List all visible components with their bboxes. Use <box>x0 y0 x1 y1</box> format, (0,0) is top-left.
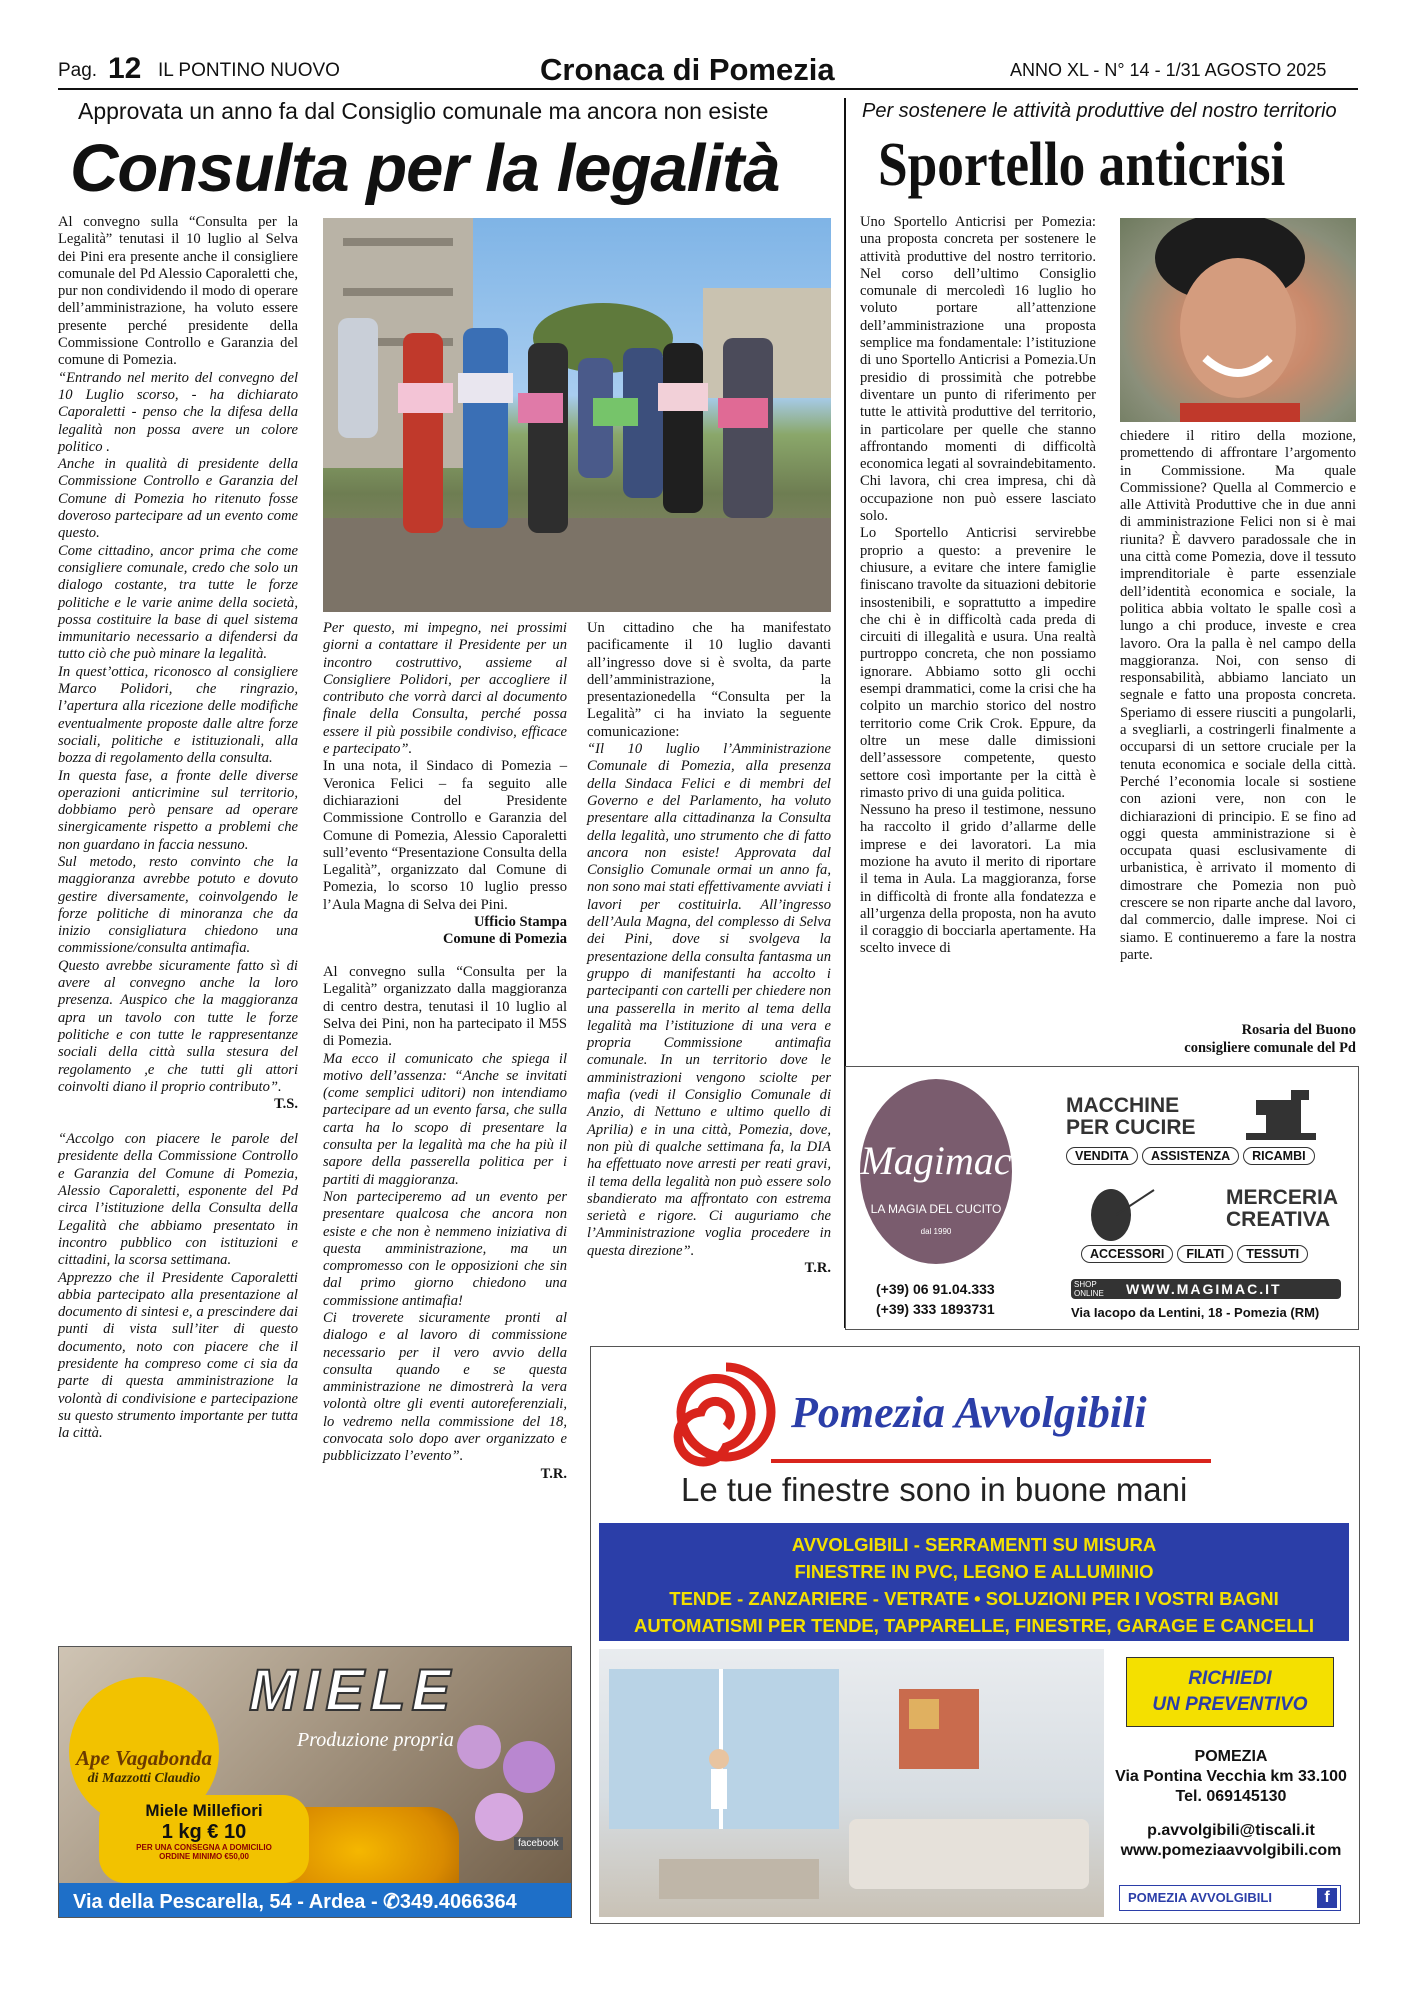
magimac-shop: SHOP ONLINE <box>1074 1280 1104 1298</box>
miele-title: MIELE <box>249 1658 457 1723</box>
magimac-title2: MERCERIA CREATIVA <box>1226 1186 1338 1231</box>
header-rule <box>58 88 1358 90</box>
avv-tel: Tel. 069145130 <box>1175 1788 1287 1805</box>
avv-slogan: Le tue finestre sono in buone mani <box>681 1471 1188 1508</box>
flower-icon <box>439 1707 569 1857</box>
miele-product: Miele Millefiori <box>145 1801 263 1820</box>
avv-city: POMEZIA <box>1194 1748 1268 1765</box>
signature: T.S. <box>274 1096 298 1113</box>
signature-name: Rosaria del Buono <box>1241 1022 1356 1038</box>
btn-tessuti[interactable]: TESSUTI <box>1237 1245 1308 1263</box>
paragraph: In una nota, il Sindaco di Pomezia – Veronica Felici – fa seguito alle dichiarazioni del Presidente Commissione Controllo e Garanzia del Comune di Pomezia, Alessio Caporaletti sull’evento “Presentazione Consulta della Legalità”, organizzato dal Comune di Pomezia, lo scorso 10 luglio presso l’Aula Magna di Selva dei Pini. <box>323 758 567 913</box>
signature-comune: Comune di Pomezia <box>442 931 567 948</box>
facebook-icon[interactable]: f <box>1317 1888 1337 1908</box>
page-label: Pag. <box>58 60 98 81</box>
sewing-machine-icon <box>1241 1085 1321 1145</box>
quote: Per questo, mi impegno, nei prossimi giorni a contattare il Presidente per un incontro costruttivo, assieme al Consigliere Polidori, per accogliere il contributo che vorrà darci al documento finale della Consulta, perché possa essere il più possibile condiviso, efficace e partecipato”. <box>323 620 567 758</box>
magimac-address: Via Iacopo da Lentini, 18 - Pomezia (RM) <box>1071 1305 1320 1320</box>
miele-brand2: di Mazzotti Claudio <box>87 1771 201 1786</box>
author-photo <box>1120 218 1356 422</box>
avv-services-box <box>599 1523 1349 1641</box>
avv-facebook[interactable] <box>1119 1885 1341 1911</box>
avv-line2: FINESTRE IN PVC, LEGNO E ALLUMINIO <box>794 1561 1154 1582</box>
right-kicker: Per sostenere le attività produttive del nostro territorio <box>862 100 1337 122</box>
avv-cta[interactable] <box>1126 1657 1334 1727</box>
left-col3 <box>587 620 831 1277</box>
left-headline: Consulta per la legalità <box>70 131 780 206</box>
magimac-buttons1 <box>1066 1147 1315 1165</box>
page-number: 12 <box>108 52 142 85</box>
paragraph: Un cittadino che ha manifestato pacificamente il 10 luglio davanti all’ingresso dove si è svolta, da parte dell’amministrazione, la presentazionedella “Consulta per la Legalità” ci ha inviato la seguente comunicazione: <box>587 620 831 740</box>
avv-line3: TENDE - ZANZARIERE - VETRATE • SOLUZIONI PER I VOSTRI BAGNI <box>669 1588 1279 1609</box>
miele-note1: PER UNA CONSEGNA A DOMICILIO <box>136 1843 272 1852</box>
miele-fb[interactable]: facebook <box>514 1837 563 1850</box>
paragraph: Al convegno sulla “Consulta per la Legalità” tenutasi il 10 luglio al Selva dei Pini era presente anche il consigliere comunale del Pd Alessio Caporaletti che, pur non condividendo il modo di operare dell’amministrazione, ha voluto essere presente perché presidente della Commissione Controllo e Garanzia del comune di Pomezia. <box>58 214 298 369</box>
miele-brand1: Ape Vagabonda <box>76 1746 212 1770</box>
paragraph: Al convegno sulla “Consulta per la Legalità” organizzato dalla maggioranza di centro destra, tenutasi il 10 luglio al Selva dei Pini, non ha partecipato il M5S di Pomezia. <box>323 964 567 1050</box>
magimac-tagline: LA MAGIA DEL CUCITO <box>870 1202 1002 1216</box>
quote: “Il 10 luglio l’Amministrazione Comunale di Pomezia, alla presenza della Sindaca Felici e di membri del Governo e del Parlamento, ha voluto presentare alla cittadinanza la Consulta della legalità, uno strumento che di fatto ancora non esiste! Approvata dal Consiglio Comunale ormai un anno fa, non sono mai stati effettivamente avviati i lavori per costituirla. All’ingresso dell’Aula Magna, del complesso di Selva dei Pini, dove si svolgeva la presentazione della consulta fantasma un gruppo di manifestanti ha accolto i partecipanti con cartelli per chiedere non una passerella in merito al tema della legalità ma l’istituzione di una vera e propria Commissione antimafia comunale. In un territorio dove le amministrazioni vengono sciolte per mafia (vedi il Consiglio Comunale di Anzio, di Nettuno e ultimo quello di Aprilia) e in una città, Pomezia, dove, non più di qualche settimana fa, la DIA ha effettuato nove arresti per reati gravi, il tema della legalità non può essere solo sbandierato ma affrontato con estrema serietà e rigore. Ci auguriamo che l’Amministrazione voglia procedere in questa direzione”. <box>587 741 831 1259</box>
right-col2: chiedere il ritiro della mozione, promettendo di affrontare l’argomento in Commissione. Ma quale Commissione? Quella al Commercio e alle Attività Produttive che in due anni di amministrazione Felici non si è mai riunita? È davvero paradossale che in una città come Pomezia, dove il tessuto imprenditoriale è parte essenziale dell’identità economica e sociale, la politica abbia voltato le spalle così a lungo a chi produce, investe e crea lavoro. Ora la palla è nel campo della maggioranza. Noi, con senso di responsabilità, abbiamo lanciato un segnale e fatto una proposta concreta. Speriamo di essere riusciti a pungolarli, a svegliarli, a costringerli finalmente a occuparsi di un settore cruciale per la tenuta economica e sociale della città. Perché l’economia locale si sostiene con azioni vere, non con le dichiarazioni di principio. E se fino ad oggi questa amministrazione si è occupata quasi esclusivamente di urbanistica, è arrivato il momento di dimostrare che Pomezia non può crescere se non riparte anche dal lavoro, dal commercio, dalle imprese. Noi ci siamo. E continueremo a fare la nostra parte. <box>1120 428 1356 963</box>
signature: T.R. <box>540 1465 567 1482</box>
btn-accessori[interactable]: ACCESSORI <box>1081 1245 1173 1263</box>
miele-sub: Produzione propria <box>297 1729 454 1751</box>
thread-spool-icon <box>1086 1185 1156 1245</box>
protest-photo <box>323 218 831 612</box>
avv-interior-photo <box>599 1649 1104 1917</box>
avv-contacts <box>1111 1747 1351 1861</box>
avv-line1: AVVOLGIBILI - SERRAMENTI SU MISURA <box>791 1534 1157 1555</box>
right-headline: Sportello anticrisi <box>878 131 1286 199</box>
ad-avvolgibili[interactable] <box>590 1346 1360 1924</box>
miele-footer: Via della Pescarella, 54 - Ardea - ✆349.4066364 <box>59 1883 572 1918</box>
quote: “Entrando nel merito del convegno del 10 Luglio scorso, - ha dichiarato Caporaletti - penso che la difesa della legalità non possa avere un colore politico . Anche in qualità di presidente della Commissione Controllo e Garanzia del Comune di Pomezia ho ritenuto fosse doveroso partecipare ad un evento come questo. Come cittadino, ancor prima che come consigliere comunale, credo che solo un dialogo costante, tra tutte le forze politiche e le varie anime della società, possa costituire la base di quel sistema immunitario necessario a difendersi da tutto ciò che può minare la legalità. In quest’ottica, riconosco al consigliere Marco Polidori, che ringrazio, l’apertura alla ricezione delle modifiche eventualmente proposte dalle altre forze sociali, politiche e istituzionali, alla bozza di regolamento della consulta. In questa fase, a fronte delle diverse operazioni anticrimine sul territorio, dobbiamo però pensare ad operare sinergicamente rispetto a problemi che non guardano in faccia nessuno. Sul metodo, resto convinto che la maggioranza avrebbe potuto e dovuto gestire diversamente, coinvolgendo le forze politiche di minoranza che da inizio consigliatura chiedono una commissione/consulta antimafia. Questo avrebbe sicuramente fatto sì di avere al convegno anche la loro presenza. Auspico che la maggioranza apra un tavolo con tutte le forze politiche e con tutte le rappresentanze sociali della città sulla stesura del regolamento ,e che tutti gli attori coinvolti diano il proprio contributo”. <box>58 369 298 1095</box>
signature-office: Ufficio Stampa <box>473 914 567 931</box>
avv-brand: Pomezia Avvolgibili <box>791 1388 1147 1437</box>
avv-email[interactable]: p.avvolgibili@tiscali.it <box>1147 1822 1315 1839</box>
magimac-logo: Magimac <box>860 1138 1012 1183</box>
paper-name: IL PONTINO NUOVO <box>158 60 340 81</box>
avv-cta1: RICHIEDI <box>1188 1668 1272 1689</box>
avv-web[interactable]: www.pomeziaavvolgibili.com <box>1120 1842 1342 1859</box>
issue-info: ANNO XL - N° 14 - 1/31 AGOSTO 2025 <box>1010 60 1327 80</box>
quote: Ma ecco il comunicato che spiega il motivo dell’assenza: “Anche se invitati (come semplici uditori) non intendiamo partecipare ad un evento farsa, che sulla carta ha lo scopo di presentare la consulta per la legalità ma che ha più il sapore della passerella politica per i partiti di maggioranza. Non parteciperemo ad un evento per presentare qualcosa che ancora non esiste e che non è nemmeno iniziativa di questa amministrazione, ma un compromesso con le opposizioni che sin dal primo giorno chiedono una commissione antimafia! Ci troverete sicuramente pronti al dialogo e al lavoro di commissione necessario per il vero avvio della consulta quando e se questa amministrazione ne dimostrerà la vera volontà oltre gli eventi autoreferenziali, lo vedremo nella commissione del 18, convocata solo dopo aver organizzato e pubblicizzato l’evento”. <box>323 1050 567 1465</box>
btn-filati[interactable]: FILATI <box>1177 1245 1233 1263</box>
left-kicker: Approvata un anno fa dal Consiglio comunale ma ancora non esiste <box>78 98 769 124</box>
ad-magimac[interactable] <box>845 1066 1359 1330</box>
signature-role: consigliere comunale del Pd <box>1184 1040 1356 1056</box>
miele-price-box <box>99 1795 309 1883</box>
miele-note2: ORDINE MINIMO €50,00 <box>159 1852 249 1861</box>
btn-ricambi[interactable]: RICAMBI <box>1243 1147 1314 1165</box>
btn-assistenza[interactable]: ASSISTENZA <box>1142 1147 1239 1165</box>
miele-price: 1 kg € 10 <box>161 1821 247 1843</box>
magimac-phone2: (+39) 333 1893731 <box>876 1301 995 1317</box>
right-col1: Uno Sportello Anticrisi per Pomezia: una proposta concreta per sostenere le attività produttive del nostro territorio. Nel corso dell’ultimo Consiglio comunale di mercoledì 16 luglio ho voluto portare all’attenzione dell’amministrazione una proposta semplice ma fondamentale: l’istituzione di uno Sportello Anticrisi a Pomezia.Un presidio di prossimità che potrebbe diventare un punto di riferimento per tutte le attività produttive del territorio, in particolare per quelle che stanno affrontando momenti di difficoltà economica legati al sovraindebitamento. Chi lavora, chi crea impresa, chi dà occupazione non può essere lasciato solo. Lo Sportello Anticrisi servirebbe proprio a questo: a prevenire le chiusure, a evitare che intere famiglie finiscano travolte da situazioni debitorie insostenibili, e soprattutto a impedire che chi è in difficoltà cada preda di circuiti di illegalità e usura. Una realtà purtroppo concreta, che non possiamo ignorare. Abbiamo sotto gli occhi esempi drammatici, come la crisi che ha colpito un marchio storico del nostro territorio come Crik Crok. Eppure, da oltre un mese dalle dimissioni dell’assessore competente, questo settore così importante per la città è rimasto privo di una guida politica. Nessuno ha preso il testimone, nessuno ha raccolto il grido d’allarme delle imprese e dei lavoratori. La mia mozione ha avuto il merito di riportare il tema in Aula. La maggioranza, forse in difficoltà di fronte alla fondatezza e all’urgenza della proposta, non ha avuto il coraggio di bocciarla apertamente. Ha scelto invece di <box>860 214 1096 957</box>
btn-vendita[interactable]: VENDITA <box>1066 1147 1138 1165</box>
quote: “Accolgo con piacere le parole del presidente della Commissione Controllo e Garanzia del Comune di Pomezia, Alessio Caporaletti, esponente del Pd circa l’istituzione della Consulta della Legalità che abbiamo presentato in incontro pubblico con istituzioni e cittadini, la scorsa settimana. Apprezzo che il Presidente Caporaletti abbia partecipato alla presentazione al documento di sintesi e, a prescindere dai punti di vista sull’iter di questo documento, noto con piacere che il presidente ha compreso come ci sia da parte di questa amministrazione la volontà di condivisione e partecipazione su questo strumento importante per tutta la città. <box>58 1131 298 1442</box>
avv-fb-label: POMEZIA AVVOLGIBILI <box>1128 1890 1272 1905</box>
magimac-phone1: (+39) 06 91.04.333 <box>876 1281 995 1297</box>
magimac-since: dal 1990 <box>920 1227 952 1236</box>
magimac-buttons2 <box>1081 1245 1308 1263</box>
magimac-web[interactable]: WWW.MAGIMAC.IT <box>1126 1281 1282 1297</box>
magimac-title1: MACCHINE PER CUCIRE <box>1066 1094 1196 1139</box>
signature: T.R. <box>804 1259 831 1276</box>
avv-red-rule <box>771 1459 1211 1463</box>
section-title: Cronaca di Pomezia <box>540 52 835 87</box>
spiral-logo-icon <box>671 1357 781 1467</box>
left-col1 <box>58 214 298 1442</box>
ad-miele[interactable] <box>58 1646 572 1918</box>
avv-cta2: UN PREVENTIVO <box>1152 1694 1308 1715</box>
avv-line4: AUTOMATISMI PER TENDE, TAPPARELLE, FINESTRE, GARAGE E CANCELLI <box>633 1615 1315 1636</box>
avv-addr: Via Pontina Vecchia km 33.100 <box>1115 1768 1347 1785</box>
left-col2 <box>323 620 567 1483</box>
